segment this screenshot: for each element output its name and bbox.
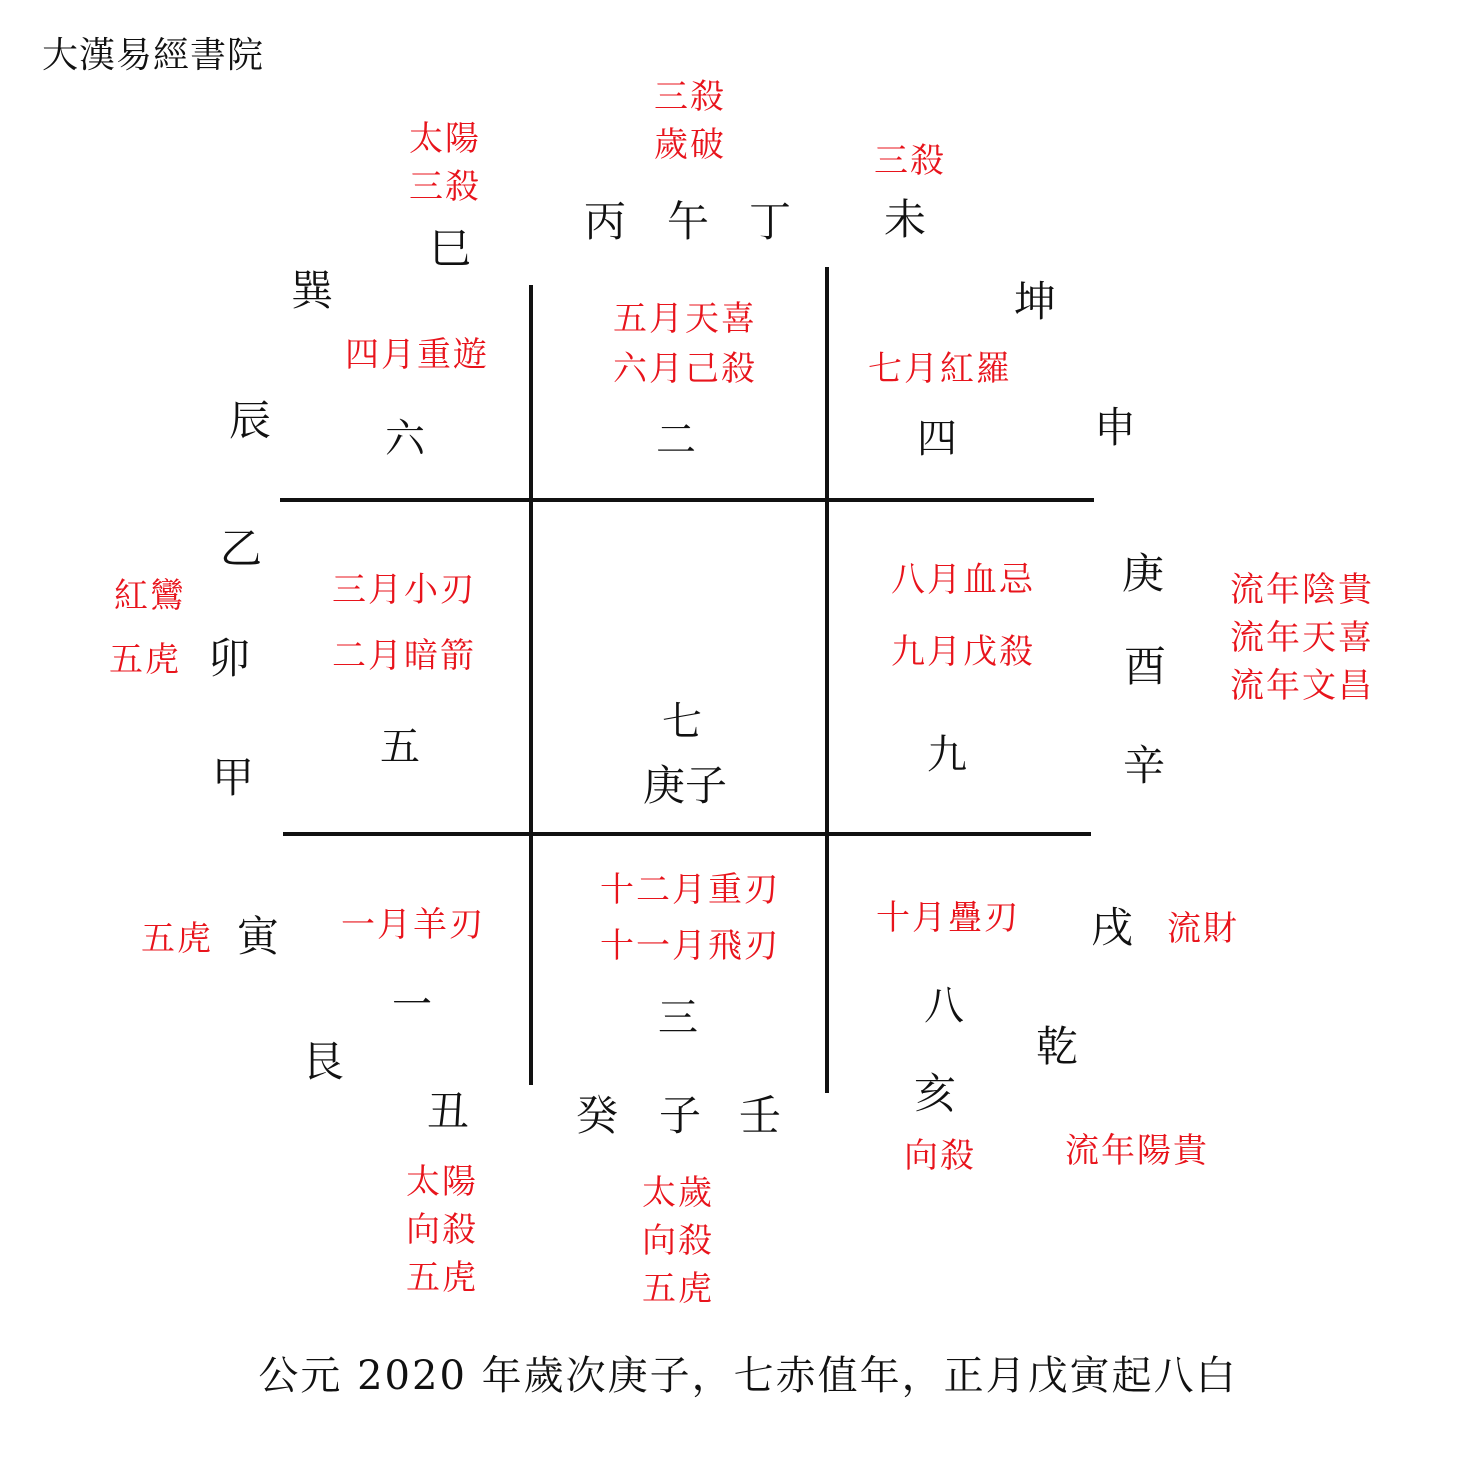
palace-note: 三月小刃 <box>332 570 476 610</box>
palace-s-notes <box>600 870 780 966</box>
direction-ren: 壬 <box>738 1091 782 1140</box>
direction-xin: 辛 <box>1122 741 1166 790</box>
palace-e-notes <box>891 560 1035 672</box>
direction-chen: 辰 <box>228 396 272 445</box>
annotation-right-you <box>1230 570 1374 706</box>
direction-ding: 丁 <box>748 197 792 246</box>
annotation-text: 三殺 <box>654 77 726 117</box>
direction-xu: 戌 <box>1090 903 1134 952</box>
annotation-text: 三殺 <box>409 167 481 207</box>
direction-yin: 寅 <box>236 912 280 961</box>
palace-note: 十一月飛刃 <box>600 926 780 966</box>
palace-ne-note: 七月紅羅 <box>868 349 1012 389</box>
annotation-text: 歲破 <box>654 125 726 165</box>
palace-s-star: 三 <box>658 995 698 1041</box>
annotation-text: 太陽 <box>406 1162 478 1202</box>
palace-note: 九月戊殺 <box>891 632 1035 672</box>
direction-xun: 巽 <box>290 266 334 315</box>
annotation-text: 流年陰貴 <box>1230 570 1374 610</box>
annotation-left-yin: 五虎 <box>141 919 213 959</box>
annotation-top-center <box>654 77 726 165</box>
annotation-text: 太陽 <box>409 119 481 159</box>
brand-label: 大漢易經書院 <box>42 35 265 76</box>
grid-line-top <box>280 498 1094 502</box>
direction-shen: 申 <box>1093 403 1137 452</box>
palace-note: 二月暗箭 <box>332 636 476 676</box>
palace-n-star: 二 <box>656 417 696 463</box>
annotation-right-xu: 流財 <box>1167 909 1239 949</box>
annotation-text: 五虎 <box>642 1269 714 1309</box>
direction-jia: 甲 <box>211 753 255 802</box>
palace-nw-star: 六 <box>385 416 425 462</box>
direction-yi: 乙 <box>219 524 263 573</box>
annotation-left-mao: 五虎 <box>109 640 181 680</box>
palace-se-note: 十月疊刃 <box>876 898 1020 938</box>
palace-w-notes <box>332 570 476 676</box>
palace-sw-note: 一月羊刃 <box>341 905 485 945</box>
grid-line-right <box>825 267 829 1093</box>
grid-line-left <box>529 285 533 1085</box>
annotation-bottom-right: 流年陽貴 <box>1065 1131 1209 1171</box>
direction-hai: 亥 <box>913 1069 957 1118</box>
annotation-top-left <box>409 119 481 207</box>
chart-caption: 公元 2020 年歲次庚子，七赤值年，正月戊寅起八白 <box>258 1353 1238 1399</box>
direction-geng: 庚 <box>1121 549 1165 598</box>
palace-center-year: 庚子 <box>642 761 728 810</box>
direction-chou: 丑 <box>426 1087 470 1136</box>
annotation-text: 流年天喜 <box>1230 618 1374 658</box>
direction-si: 巳 <box>428 224 472 273</box>
direction-wu: 午 <box>666 197 710 246</box>
direction-mao: 卯 <box>207 634 251 683</box>
direction-you: 酉 <box>1123 642 1167 691</box>
annotation-text: 向殺 <box>642 1221 714 1261</box>
annotation-text: 五虎 <box>406 1258 478 1298</box>
palace-se-star: 八 <box>924 983 964 1029</box>
annotation-text: 太歲 <box>642 1173 714 1213</box>
annotation-left-upper: 紅鸞 <box>114 576 186 616</box>
palace-sw-star: 一 <box>392 982 432 1028</box>
direction-zi: 子 <box>658 1091 702 1140</box>
direction-gen: 艮 <box>301 1037 345 1086</box>
annotation-top-right: 三殺 <box>874 141 946 181</box>
annotation-text: 流年文昌 <box>1230 666 1374 706</box>
annotation-bottom-zi <box>642 1173 714 1309</box>
palace-nw-note: 四月重遊 <box>345 335 489 375</box>
direction-gui: 癸 <box>575 1091 619 1140</box>
palace-note: 六月己殺 <box>613 349 757 389</box>
direction-wei: 未 <box>883 195 927 244</box>
palace-e-star: 九 <box>927 732 967 778</box>
direction-qian: 乾 <box>1035 1022 1079 1071</box>
palace-n-notes <box>613 299 757 389</box>
annotation-bottom-hai: 向殺 <box>904 1136 976 1176</box>
palace-w-star: 五 <box>380 724 420 770</box>
annotation-bottom-chou <box>406 1162 478 1298</box>
palace-ne-star: 四 <box>917 416 957 462</box>
palace-note: 八月血忌 <box>891 560 1035 600</box>
palace-note: 十二月重刃 <box>600 870 780 910</box>
palace-note: 五月天喜 <box>613 299 757 339</box>
grid-line-bottom <box>283 832 1091 836</box>
direction-bing: 丙 <box>583 197 627 246</box>
palace-center-star: 七 <box>662 699 702 745</box>
annotation-text: 向殺 <box>406 1210 478 1250</box>
direction-kun: 坤 <box>1013 277 1057 326</box>
